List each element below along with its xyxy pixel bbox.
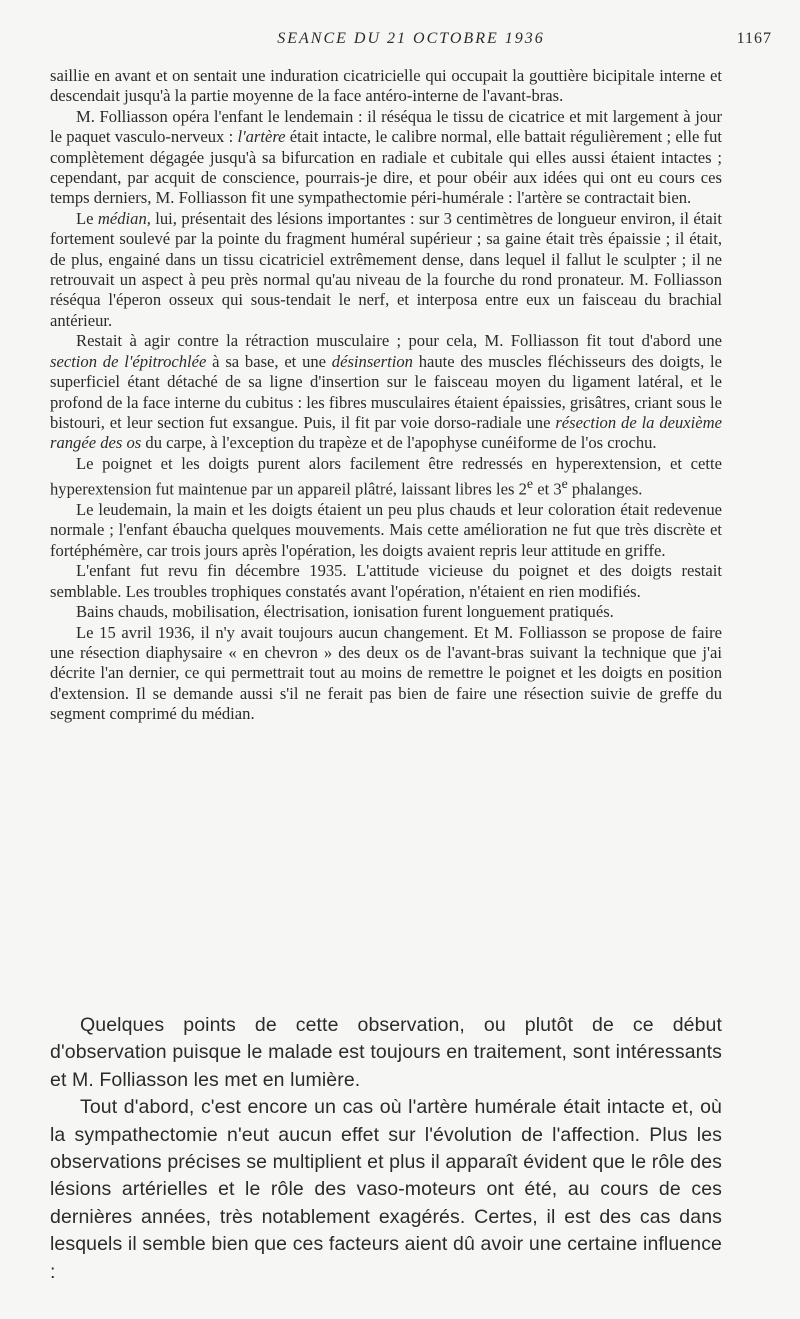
paragraph [50, 107, 722, 209]
paragraph [50, 500, 722, 561]
paragraph: Tout d'abord, c'est encore un cas où l'artère humérale était intacte et, où la sympathectomie n'eut aucun effet sur l'évolution de l'affection. Plus les observations précises se multiplient et plus il apparaît évident que le rôle des lésions artérielles et le rôle des vaso-moteurs ont été, au cours de ces dernières années, très notablement exagérés. Certes, il est des cas dans lesquels il semble bien que ces facteurs aient dû avoir une certaine influence : [50, 1096, 722, 1283]
paragraph-text: M. Folliasson opéra l'enfant le lendemain : il réséqua le tissu de cicatrice et mit largement à jour le paquet vasculo-nerveux : [50, 106, 722, 147]
paragraph-text: à sa base, et une [206, 351, 332, 371]
superscript: e [561, 476, 568, 492]
paragraph: Quelques points de cette observation, ou plutôt de ce début d'observation puisque le malade est toujours en traitement, sont intéressants et M. Folliasson les met en lumière. [50, 1014, 722, 1091]
paragraph [50, 331, 722, 453]
case-report [50, 66, 722, 725]
paragraph [50, 623, 722, 725]
paragraph-text: Le leudemain, la main et les doigts étaient un peu plus chauds et leur coloration était redevenue normale ; l'enfant ébaucha quelques mouvements. Mais cette amélioration ne fut que très discrète et fortéphémère, car trois jours après l'opération, les doigts avaient repris leur attitude en griffe. [50, 500, 722, 560]
commentary [50, 1012, 722, 1286]
paragraph [50, 454, 722, 500]
paragraph [50, 561, 722, 602]
superscript: e [526, 476, 534, 492]
page-number: 1167 [736, 30, 772, 47]
paragraph-text: haute des muscles fléchisseurs des doigts, le superficiel étant détaché de sa ligne d'insertion sur le faisceau moyen du ligament latéral, et le profond de la face interne du cubitus : les fibres musculaires étaient épaissies, grisâtres, criant sous le bistouri, et leur section fut exsangue. Puis, il fit par voie dorso-radiale une [50, 351, 722, 432]
paragraph [50, 209, 722, 331]
paragraph-text: Le 15 avril 1936, il n'y avait toujours aucun changement. Et M. Folliasson se propose de faire une résection diaphysaire « en chevron » des deux os de l'avant-bras suivant la technique que j'ai décrite l'an dernier, ce qui permettrait tout au moins de remettre le poignet et les doigts en position d'extension. Il se demande aussi s'il ne ferait pas bien de faire une résection suivie de greffe du segment comprimé du médian. [50, 622, 722, 724]
paragraph [50, 66, 722, 107]
paragraph-text: Bains chauds, mobilisation, électrisation, ionisation furent longuement pratiqués. [76, 602, 614, 622]
paragraph-text: était intacte, le calibre normal, elle battait régulièrement ; elle fut complètement dégagée jusqu'à sa bifurcation en radiale et cubitale qui elles aussi étaient intactes ; cependant, par acquit de conscience, pourrais-je dire, et pour obéir aux idées qui ont eu cours ces temps derniers, M. Folliasson fit une sympathectomie péri-humérale : l'artère se contractait bien. [50, 127, 722, 208]
emphasis: résection de la deuxième rangée des os [50, 412, 723, 453]
emphasis: l'artère [237, 127, 286, 147]
paragraph [50, 602, 722, 622]
paragraph-text: Le poignet et les doigts purent alors facilement être redressés en hyperextension, et cette hyperextension fut maintenue par un appareil plâtré, laissant libres les 2 [50, 453, 722, 499]
paragraph-text: Restait à agir contre la rétraction musculaire ; pour cela, M. Folliasson fit tout d'abord une [76, 331, 722, 351]
paragraph-text: lui, présentait des lésions importantes : sur 3 centimètres de longueur environ, il était fortement soulevé par la pointe du fragment huméral supérieur ; sa gaine était très épaissie ; il était, de plus, engainé dans un tissu cicatriciel extrêmement dense, dans lequel il fallut le sculpter ; il ne retrouvait un aspect à peu près normal qu'au niveau de la fourche du rond pronateur. M. Folliasson réséqua l'éperon osseux qui sous-tendait le nerf, et interposa entre eux un faisceau du brachial antérieur. [50, 208, 722, 330]
paragraph-text: Le [76, 208, 98, 228]
paragraph-text: phalanges. [567, 479, 643, 499]
paragraph-text: saillie en avant et on sentait une induration cicatricielle qui occupait la gouttière bicipitale interne et descendait jusqu'à la partie moyenne de la face antéro-interne de l'avant-bras. [50, 66, 722, 106]
paragraph-text: du carpe, à l'exception du trapèze et de l'apophyse cunéiforme de l'os crochu. [141, 433, 657, 453]
emphasis: désinsertion [331, 351, 413, 371]
emphasis: section de l'épitrochlée [50, 351, 207, 371]
header-title: SEANCE DU 21 OCTOBRE 1936 [277, 30, 545, 47]
running-header [50, 28, 772, 54]
paragraph-text: L'enfant fut revu fin décembre 1935. L'attitude vicieuse du poignet et des doigts restait semblable. Les troubles trophiques constatés avant l'opération, n'étaient en rien modifiés. [50, 561, 722, 601]
emphasis: médian, [97, 208, 151, 228]
paragraph-text: et 3 [533, 479, 562, 499]
